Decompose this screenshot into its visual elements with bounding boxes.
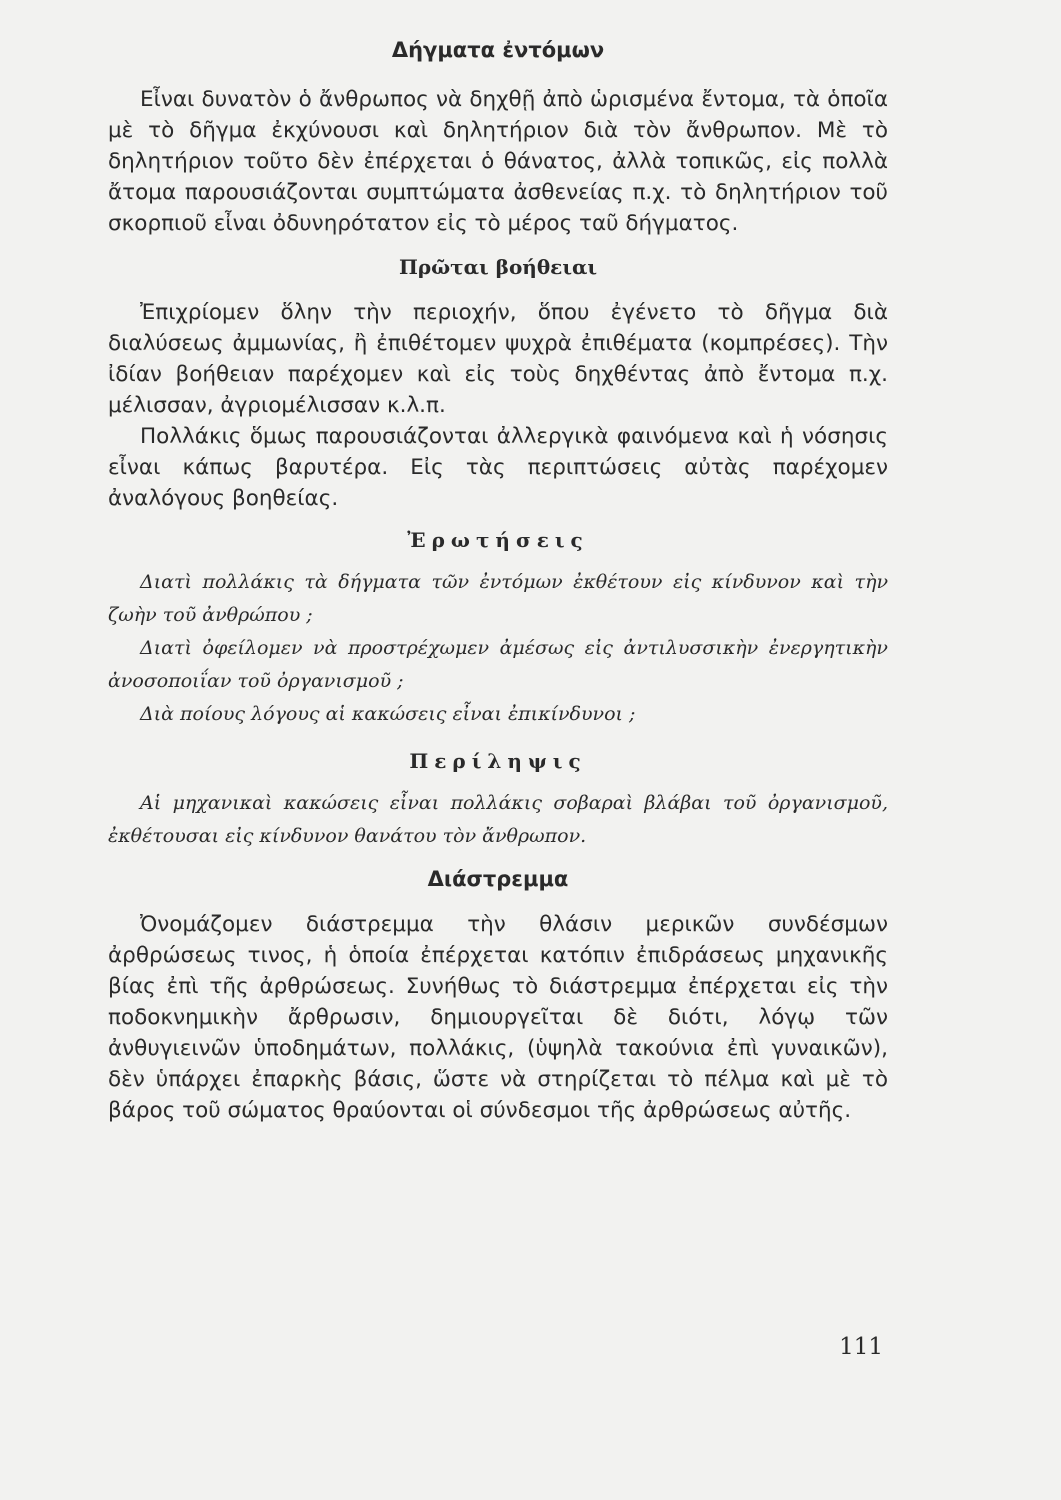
paragraph-summary: Αἱ μηχανικαὶ κακώσεις εἶναι πολλάκις σοβαραὶ βλάβαι τοῦ ὀργανισμοῦ, ἐκθέτουσαι εἰς κίνδυνον θανάτου τὸν ἄνθρωπον. <box>108 792 888 847</box>
section-title-sprain: Διάστρεμμα <box>427 867 569 891</box>
section-title-insect-bites: Δήγματα ἐντόμων <box>391 38 605 62</box>
paragraph-insect-bites: Εἶναι δυνατὸν ὁ ἄνθρωπος νὰ δηχθῇ ἀπὸ ὡρισμένα ἔντομα, τὰ ὁποῖα μὲ τὸ δῆγμα ἐκχύνουσι καὶ δηλητήριον διὰ τὸν ἄνθρωπον. Μὲ τὸ δηλητήριον τοῦτο δὲν ἐπέρχεται ὁ θάνατος, ἀλλὰ τοπικῶς, εἰς πολλὰ ἄτομα παρουσιάζονται συμπτώματα ἀσθενείας π.χ. τὸ δηλητήριον τοῦ σκορπιοῦ εἶναι ὀδυνηρότατον εἰς τὸ μέρος ταῦ δήγματος. <box>108 87 888 236</box>
paragraph-first-aid-2: Πολλάκις ὅμως παρουσιάζονται ἀλλεργικὰ φαινόμενα καὶ ἡ νόσησις εἶναι κάπως βαρυτέρα. Εἰς τὰς περιπτώσεις αὐτὰς παρέχομεν ἀναλόγους βοηθείας. <box>108 424 888 511</box>
section-title-first-aid: Πρῶται βοήθειαι <box>398 255 598 279</box>
page-number: 111 <box>839 1334 883 1360</box>
question-2: Διατὶ ὀφείλομεν νὰ προστρέχωμεν ἀμέσως εἰς ἀντιλυσσικὴν ἐνεργητικὴν ἀνοσοποιΐαν τοῦ ὀργανισμοῦ ; <box>108 637 888 692</box>
section-title-summary: Περίληψις <box>409 749 587 773</box>
question-1: Διατὶ πολλάκις τὰ δήγματα τῶν ἐντόμων ἐκθέτουν εἰς κίνδυνον καὶ τὴν ζωὴν τοῦ ἀνθρώπου ; <box>108 571 888 626</box>
book-page <box>108 38 888 1126</box>
section-title-questions: Ἐρωτήσεις <box>407 528 589 552</box>
paragraph-sprain: Ὀνομάζομεν διάστρεμμα τὴν θλάσιν μερικῶν συνδέσμων ἀρθρώσεως τινος, ἡ ὁποία ἐπέρχεται κατόπιν ἐπιδράσεως μηχανικῆς βίας ἐπὶ τῆς ἀρθρώσεως. Συνήθως τὸ διάστρεμμα ἐπέρχεται εἰς τὴν ποδοκνημικὴν ἄρθρωσιν, δημιουργεῖται δὲ διότι, λόγῳ τῶν ἀνθυγιεινῶν ὑποδημάτων, πολλάκις, (ὑψηλὰ τακούνια ἐπὶ γυναικῶν), δὲν ὑπάρχει ἐπαρκὴς βάσις, ὥστε νὰ στηρίζεται τὸ πέλμα καὶ μὲ τὸ βάρος τοῦ σώματος θραύονται οἱ σύνδεσμοι τῆς ἀρθρώσεως αὐτῆς. <box>108 912 888 1123</box>
paragraph-first-aid-1: Ἐπιχρίομεν ὅλην τὴν περιοχήν, ὅπου ἐγένετο τὸ δῆγμα διὰ διαλύσεως ἀμμωνίας, ἢ ἐπιθέτομεν ψυχρὰ ἐπιθέματα (κομπρέσες). Τὴν ἰδίαν βοήθειαν παρέχομεν καὶ εἰς τοὺς δηχθέντας ἀπὸ ἔντομα π.χ. μέλισσαν, ἀγριομέλισσαν κ.λ.π. <box>108 300 888 418</box>
question-3: Διὰ ποίους λόγους αἱ κακώσεις εἶναι ἐπικίνδυνοι ; <box>140 703 636 725</box>
